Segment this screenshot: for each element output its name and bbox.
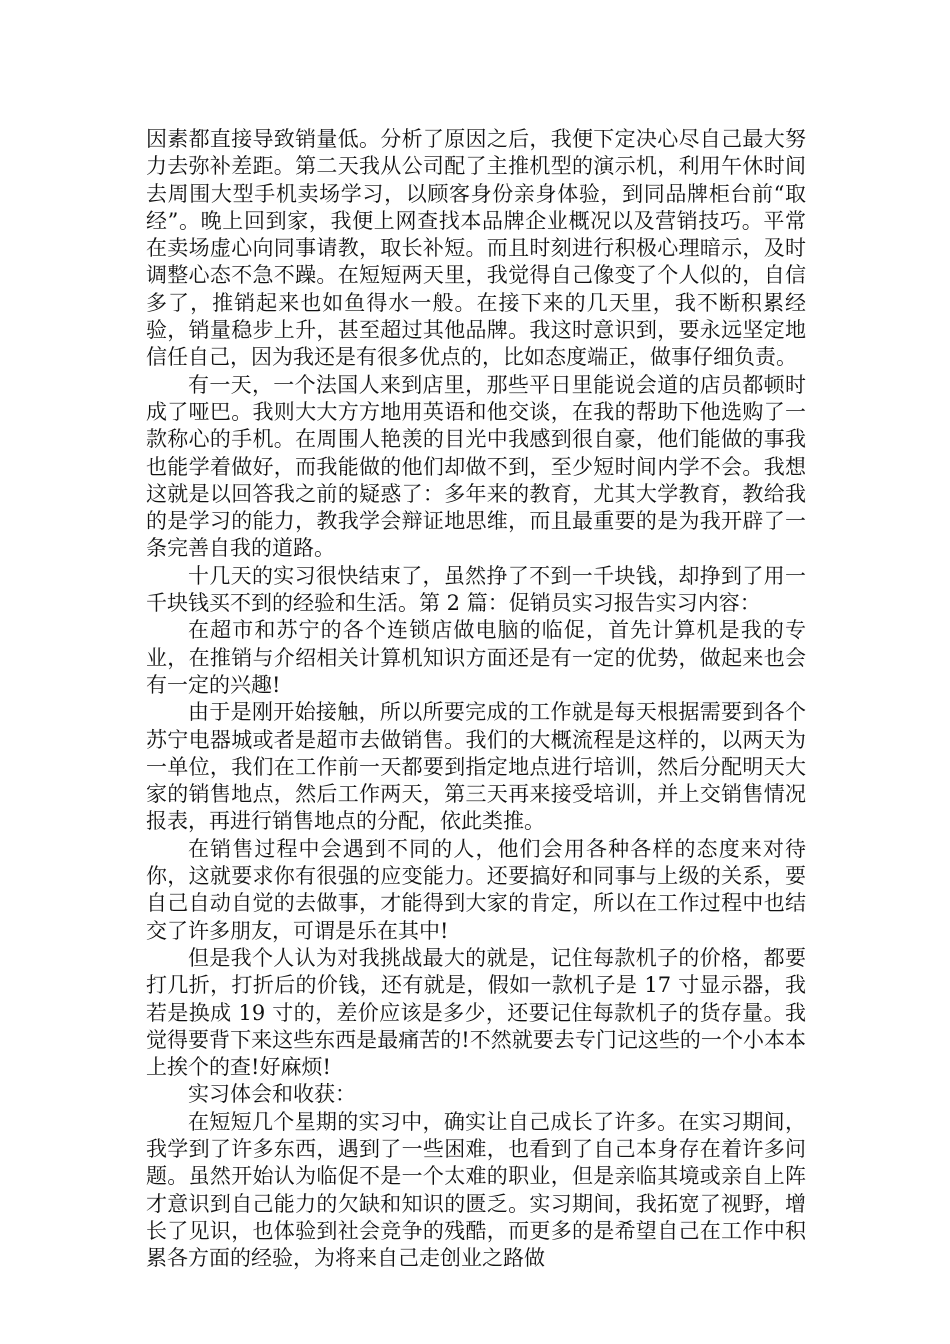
paragraph-sales-improvement: 因素都直接导致销量低。分析了原因之后，我便下定决心尽自己最大努力去弥补差距。第二天我从公司配了主推机型的演示机，利用午休时间去周围大型手机卖场学习，以顾客身份亲身体验，到同品牌柜台前“取经”。晚上回到家，我便上网查找本品牌企业概况以及营销技巧。平常在卖场虚心向同事请教，取长补短。而且时刻进行积极心理暗示，及时调整心态不急不躁。在短短两天里，我觉得自己像变了个人似的，自信多了，推销起来也如鱼得水一般。在接下来的几天里，我不断积累经验，销量稳步上升，甚至超过其他品牌。我这时意识到，要永远坚定地信任自己，因为我还是有很多优点的，比如态度端正，做事仔细负责。 [146,127,806,370]
paragraph-promotion-work: 在超市和苏宁的各个连锁店做电脑的临促，首先计算机是我的专业，在推销与介绍相关计算机知识方面还是有一定的优势，做起来也会有一定的兴趣! [146,618,806,697]
paragraph-internship-end: 十几天的实习很快结束了，虽然挣了不到一千块钱，却挣到了用一千块钱买不到的经验和生活。第 2 篇：促销员实习报告实习内容： [146,563,806,616]
paragraph-sales-people: 在销售过程中会遇到不同的人，他们会用各种各样的态度来对待你，这就要求你有很强的应变能力。还要搞好和同事与上级的关系，要自己自动自觉的去做事，才能得到大家的肯定，所以在工作过程中也结交了许多朋友，可谓是乐在其中! [146,836,806,943]
section-heading-experience: 实习体会和收获： [188,1082,356,1107]
paragraph-price-challenge: 但是我个人认为对我挑战最大的就是，记住每款机子的价格，都要打几折，打折后的价钱，还有就是，假如一款机子是 17 寸显示器，我若是换成 19 寸的，差价应该是多少，还要记住每款机子的货存量。我觉得要背下来这些东西是最痛苦的!不然就要去专门记这些的一个小本本上挨个的查!好麻烦! [146,945,806,1080]
paragraph-experience-gains: 在短短几个星期的实习中，确实让自己成长了许多。在实习期间，我学到了许多东西，遇到了一些困难，也看到了自己本身存在着许多问题。虽然开始认为临促不是一个太难的职业，但是亲临其境或亲自上阵才意识到自己能力的欠缺和知识的匮乏。实习期间，我拓宽了视野，增长了见识，也体验到社会竞争的残酷，而更多的是希望自己在工作中积累各方面的经验，为将来自己走创业之路做 [146,1109,806,1271]
paragraph-french-customer: 有一天，一个法国人来到店里，那些平日里能说会道的店员都顿时成了哑巴。我则大大方方地用英语和他交谈，在我的帮助下他选购了一款称心的手机。在周围人艳羡的目光中我感到很自豪，他们能做的事我也能学着做好，而我能做的他们却做不到，至少短时间内学不会。我想这就是以回答我之前的疑惑了：多年来的教育，尤其大学教育，教给我的是学习的能力，教我学会辩证地思维，而且最重要的是为我开辟了一条完善自我的道路。 [146,372,806,561]
document-page [146,126,806,1272]
paragraph-work-process: 由于是刚开始接触，所以所要完成的工作就是每天根据需要到各个苏宁电器城或者是超市去做销售。我们的大概流程是这样的，以两天为一单位，我们在工作前一天都要到指定地点进行培训，然后分配明天大家的销售地点，然后工作两天，第三天再来接受培训，并上交销售情况报表，再进行销售地点的分配，依此类推。 [146,700,806,834]
